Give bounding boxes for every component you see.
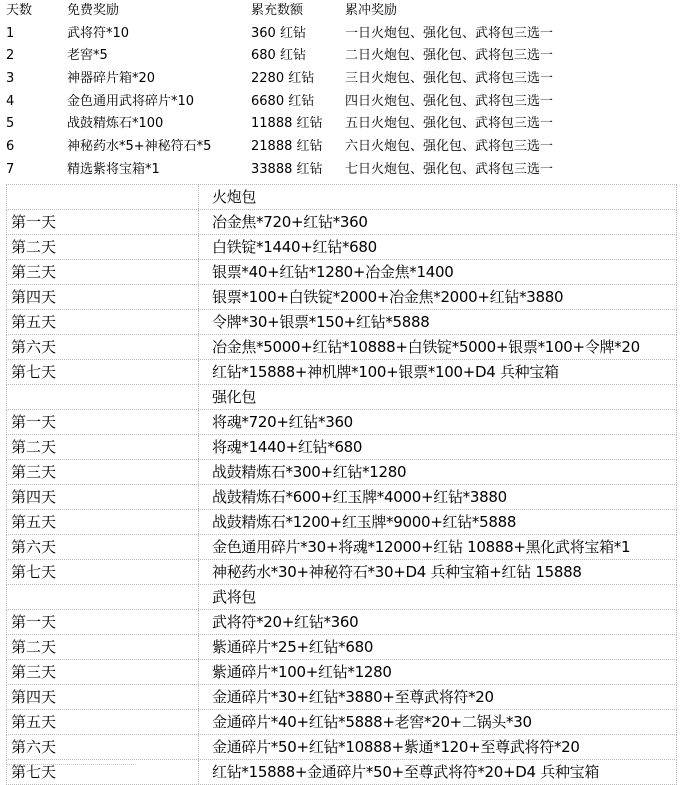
- summary-reward: 六日火炮包、强化包、武将包三选一: [345, 139, 554, 155]
- pack-row: [6, 635, 677, 660]
- pack-content: 金色通用碎片*30+将魂*12000+红钻 10888+黑化武将宝箱*1: [212, 538, 631, 556]
- pack-day: 第三天: [7, 660, 199, 684]
- summary-table: [0, 0, 680, 182]
- summary-free: 老窖*5: [67, 48, 108, 64]
- pack-content: 银票*40+红钻*1280+冶金焦*1400: [212, 263, 454, 281]
- summary-amount: 11888 红钻: [251, 116, 323, 132]
- pack-day: 第三天: [7, 460, 199, 484]
- pack-row: [6, 210, 677, 235]
- summary-free: 神秘药水*5+神秘符石*5: [67, 139, 212, 155]
- pack-row: [6, 410, 677, 435]
- summary-reward: 五日火炮包、强化包、武将包三选一: [345, 116, 554, 132]
- cut-off-row-fragment: [6, 764, 136, 770]
- pack-day: 第二天: [7, 235, 199, 259]
- pack-content: 冶金焦*5000+红钻*10888+白铁锭*5000+银票*100+令牌*20: [212, 338, 640, 356]
- pack-row: [6, 260, 677, 285]
- pack-day: 第七天: [7, 760, 199, 784]
- header-day: 天数: [6, 3, 33, 18]
- pack-day: 第二天: [7, 435, 199, 459]
- summary-free: 金色通用武将碎片*10: [67, 93, 195, 109]
- summary-free: 战鼓精炼石*100: [67, 116, 164, 132]
- pack-content: 战鼓精炼石*600+红玉牌*4000+红钻*3880: [212, 488, 507, 506]
- summary-reward: 四日火炮包、强化包、武将包三选一: [345, 93, 554, 109]
- pack-row: [6, 285, 677, 310]
- pack-day: 第一天: [7, 210, 199, 234]
- pack-day: 第七天: [7, 360, 199, 384]
- pack-content: 金通碎片*50+红钻*10888+紫通*120+至尊武将符*20: [212, 738, 580, 756]
- summary-day: 6: [6, 139, 15, 155]
- pack-row: [6, 710, 677, 735]
- summary-day: 2: [6, 48, 15, 64]
- summary-row: [0, 91, 680, 114]
- pack-content: 神秘药水*30+神秘符石*30+D4 兵种宝箱+红钻 15888: [212, 563, 582, 581]
- pack-day: 第六天: [7, 335, 199, 359]
- pack-row: [6, 435, 677, 460]
- pack-content: 武将符*20+红钻*360: [212, 613, 359, 631]
- pack-day: 第五天: [7, 310, 199, 334]
- pack-content: 红钻*15888+金通碎片*50+至尊武将符*20+D4 兵种宝箱: [212, 763, 600, 781]
- pack-content: 战鼓精炼石*1200+红玉牌*9000+红钻*5888: [212, 513, 517, 531]
- pack-content: 银票*100+白铁锭*2000+冶金焦*2000+红钻*3880: [212, 288, 564, 306]
- pack-content: 金通碎片*40+红钻*5888+老窖*20+二锅头*30: [212, 713, 532, 731]
- pack-day: 第一天: [7, 610, 199, 634]
- summary-amount: 33888 红钻: [251, 161, 323, 177]
- summary-reward: 一日火炮包、强化包、武将包三选一: [345, 25, 554, 41]
- pack-day: 第三天: [7, 260, 199, 284]
- pack-title: 强化包: [212, 388, 257, 406]
- pack-title: 武将包: [212, 588, 257, 606]
- summary-free: 精选紫将宝箱*1: [67, 161, 160, 177]
- pack-content: 紫通碎片*100+红钻*1280: [212, 663, 392, 681]
- summary-reward: 三日火炮包、强化包、武将包三选一: [345, 71, 554, 87]
- pack-header-spacer: [7, 385, 199, 409]
- pack-row: [6, 510, 677, 535]
- header-free: 免费奖励: [67, 3, 120, 18]
- pack-day: 第六天: [7, 535, 199, 559]
- pack-header-spacer: [7, 185, 199, 209]
- summary-day: 1: [6, 25, 15, 41]
- pack-row: [6, 660, 677, 685]
- pack-row: [6, 485, 677, 510]
- summary-day: 4: [6, 93, 15, 109]
- pack-day: 第五天: [7, 510, 199, 534]
- pack-day: 第六天: [7, 735, 199, 759]
- pack-content: 冶金焦*720+红钻*360: [212, 213, 368, 231]
- summary-free: 武将符*10: [67, 25, 130, 41]
- pack-row: [6, 335, 677, 360]
- pack-row: [6, 560, 677, 585]
- pack-row: [6, 460, 677, 485]
- summary-row: [0, 113, 680, 136]
- summary-row: [0, 159, 680, 182]
- summary-row: [0, 68, 680, 91]
- pack-header-spacer: [7, 585, 199, 609]
- pack-row: [6, 685, 677, 710]
- pack-row: [6, 360, 677, 385]
- pack-content: 紫通碎片*25+红钻*680: [212, 638, 374, 656]
- summary-day: 3: [6, 71, 15, 87]
- summary-day: 7: [6, 161, 15, 177]
- pack-row: [6, 610, 677, 635]
- pack-day: 第二天: [7, 635, 199, 659]
- pack-detail-table: [6, 184, 677, 785]
- pack-content: 白铁锭*1440+红钻*680: [212, 238, 377, 256]
- summary-row: [0, 136, 680, 159]
- pack-day: 第四天: [7, 285, 199, 309]
- summary-amount: 6680 红钻: [251, 93, 315, 109]
- pack-content: 战鼓精炼石*300+红钻*1280: [212, 463, 407, 481]
- pack-title: 火炮包: [212, 188, 257, 206]
- pack-content: 红钻*15888+神机牌*100+银票*100+D4 兵种宝箱: [212, 363, 559, 381]
- pack-day: 第四天: [7, 485, 199, 509]
- header-amount: 累充数额: [251, 3, 304, 18]
- summary-free: 神器碎片箱*20: [67, 71, 156, 87]
- pack-content: 将魂*1440+红钻*680: [212, 438, 363, 456]
- summary-reward: 七日火炮包、强化包、武将包三选一: [345, 161, 554, 177]
- pack-day: 第七天: [7, 560, 199, 584]
- pack-content: 金通碎片*30+红钻*3880+至尊武将符*20: [212, 688, 494, 706]
- pack-row: [6, 735, 677, 760]
- pack-content: 令牌*30+银票*150+红钻*5888: [212, 313, 430, 331]
- pack-content: 将魂*720+红钻*360: [212, 413, 353, 431]
- summary-amount: 360 红钻: [251, 25, 306, 41]
- summary-row: [0, 45, 680, 68]
- summary-reward: 二日火炮包、强化包、武将包三选一: [345, 48, 554, 64]
- pack-row: [6, 310, 677, 335]
- summary-amount: 680 红钻: [251, 48, 306, 64]
- pack-header-general: [6, 585, 677, 610]
- pack-day: 第五天: [7, 710, 199, 734]
- pack-day: 第一天: [7, 410, 199, 434]
- summary-row: [0, 23, 680, 46]
- pack-row: [6, 535, 677, 560]
- summary-amount: 2280 红钻: [251, 71, 315, 87]
- pack-day: 第四天: [7, 685, 199, 709]
- pack-header-cannon: [6, 184, 677, 210]
- summary-amount: 21888 红钻: [251, 139, 323, 155]
- summary-header-row: [0, 0, 680, 23]
- header-reward: 累冲奖励: [345, 3, 398, 18]
- pack-row: [6, 235, 677, 260]
- pack-header-enhance: [6, 385, 677, 410]
- summary-day: 5: [6, 116, 15, 132]
